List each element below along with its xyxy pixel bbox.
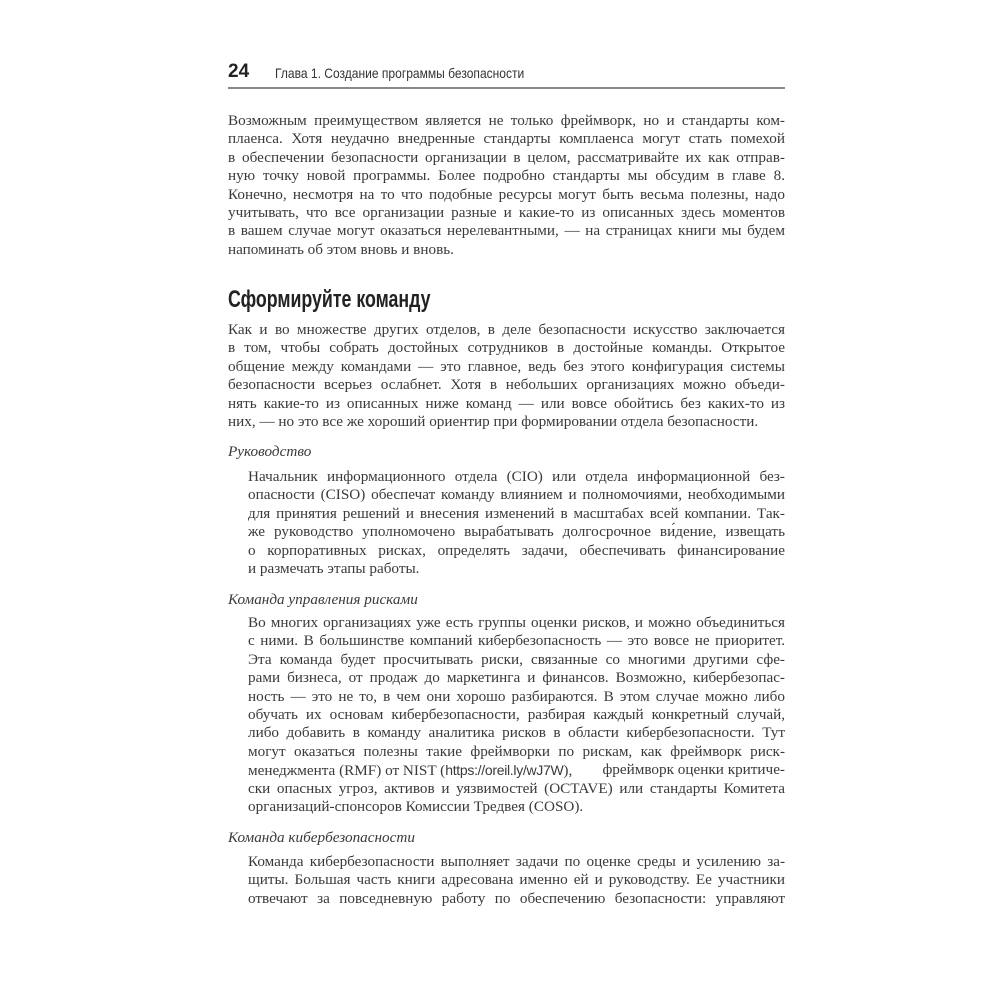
- text-line: опасности (CISO) обеспечат команду влиянием и полномочиями, необходимыми: [248, 486, 785, 504]
- risk-paragraph: [248, 614, 785, 816]
- text-segment: менеджмента (RMF) от NIST (: [248, 762, 446, 780]
- text-line: либо добавить в команду аналитика рисков в области кибербезопасности. Тут: [248, 724, 785, 742]
- text-line: Как и во множестве других отделов, в деле безопасности искусство заключается: [228, 321, 785, 338]
- text-line: Начальник информационного отдела (CIO) или отдела информационной без-: [248, 468, 785, 485]
- text-line: организаций-спонсоров Комиссии Тредвея (COSO).: [248, 797, 584, 815]
- text-line: Конечно, несмотря на то что подобные ресурсы могут быть весьма полезны, надо: [228, 185, 785, 203]
- text-line: Эта команда будет просчитывать риски, связанные со многими другими сфе-: [248, 650, 785, 668]
- text-line: учитывать, что все организации разные и какие-то из описанных здесь моментов: [228, 203, 785, 221]
- subheading-risk-team: Команда управления рисками: [228, 591, 418, 608]
- text-line: обучать их основам кибербезопасности, разбирая каждый конкретный случай,: [248, 705, 785, 723]
- text-line: ски опасных угроз, активов и уязвимостей (OCTAVE) или стандарты Комитета: [248, 779, 785, 797]
- text-line: рами бизнеса, от продаж до маркетинга и финансов. Возможно, кибербезопас-: [248, 669, 785, 687]
- text-segment: ),: [563, 762, 573, 780]
- text-line: Возможным преимуществом является не только фреймворк, но и стандарты ком-: [228, 112, 785, 129]
- text-segment: фреймворк оценки критиче-: [602, 761, 785, 779]
- text-line: в вашем случае могут оказаться нерелевантными, — на страницах книги мы будем: [228, 222, 785, 240]
- section-paragraph: [228, 321, 785, 431]
- text-line: Команда кибербезопасности выполняет задачи по оценке среды и усилению за-: [248, 853, 785, 870]
- text-line: в обеспечении безопасности организации в целом, рассматривайте их как отправ-: [228, 148, 785, 166]
- subheading-leadership: Руководство: [228, 443, 312, 460]
- text-line: о корпоративных рисках, определять задачи, обеспечивать финансирование: [248, 541, 785, 559]
- text-line: напоминать об этом вновь и вновь.: [228, 240, 454, 258]
- section-heading: Сформируйте команду: [228, 286, 431, 313]
- text-line: в том, чтобы собрать достойных сотрудников в достойные команды. Открытое: [228, 339, 785, 357]
- text-line: и размечать этапы работы.: [248, 559, 420, 577]
- text-line: общение между командами — это главное, ведь без этого конфигурация системы: [228, 357, 785, 375]
- cyber-paragraph: [248, 853, 785, 908]
- text-line: с ними. В большинстве компаний кибербезопасность — это вовсе не приоритет.: [248, 632, 785, 650]
- text-segment-group: [248, 761, 572, 779]
- leadership-paragraph: [248, 468, 785, 578]
- text-line: [248, 761, 785, 779]
- text-line: для принятия решений и внесения изменений в масштабах всей компании. Так-: [248, 504, 785, 522]
- page-number: 24: [228, 61, 250, 82]
- text-line: них, — но это все же хороший ориентир при формировании отдела безопасности.: [228, 412, 759, 430]
- text-line: могут оказаться полезны такие фреймворки по рискам, как фреймворк риск-: [248, 742, 785, 760]
- header-divider: [228, 87, 785, 89]
- text-line: Во многих организациях уже есть группы оценки рисков, и можно объединиться: [248, 614, 785, 631]
- text-line: плаенса. Хотя неудачно внедренные стандарты комплаенса могут стать помехой: [228, 130, 785, 148]
- nist-rmf-link[interactable]: https://oreil.ly/wJ7W: [445, 762, 564, 779]
- text-line: ную точку новой программы. Более подробно стандарты мы обсудим в главе 8.: [228, 167, 785, 185]
- subheading-cyber-team: Команда кибербезопасности: [228, 829, 415, 846]
- intro-paragraph: [228, 112, 785, 259]
- text-line: же руководство уполномочено вырабатывать долгосрочное ви́дение, извещать: [248, 523, 785, 541]
- text-line: щиты. Большая часть книги адресована именно ей и руководству. Ее участники: [248, 871, 785, 889]
- text-line: нять какие-то из описанных ниже команд — или вовсе обойтись без каких-то из: [228, 394, 785, 412]
- text-line: отвечают за повседневную работу по обеспечению безопасности: управляют: [248, 889, 785, 907]
- text-line: безопасности всерьез ослабнет. Хотя в небольших организациях можно объеди-: [228, 376, 785, 394]
- running-header-chapter-title: Глава 1. Создание программы безопасности: [275, 65, 525, 81]
- text-line: ность — это не то, в чем они хорошо разбираются. В этом случае можно либо: [248, 687, 785, 705]
